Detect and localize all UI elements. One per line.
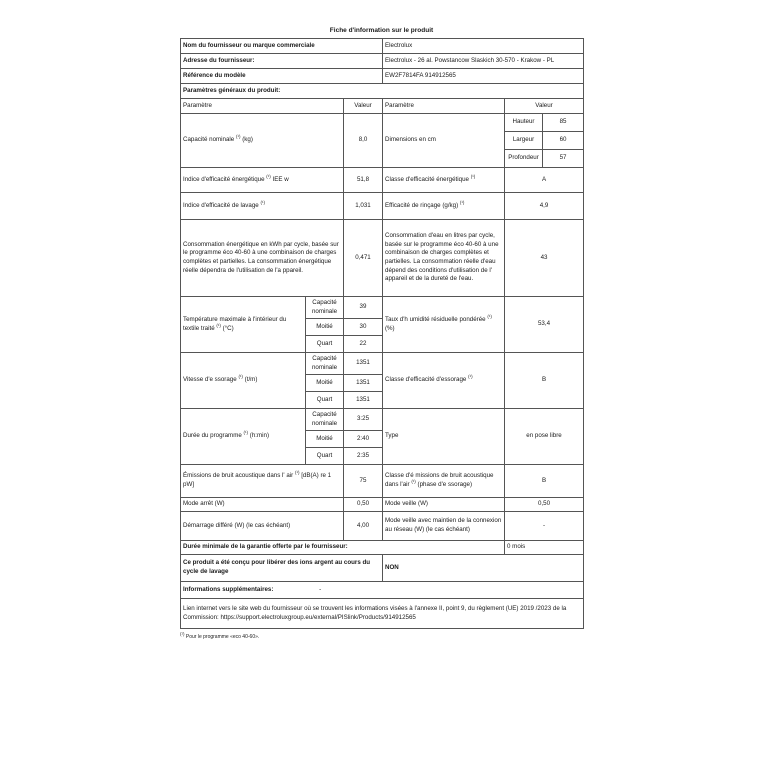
temperature-full-value: 39 bbox=[344, 297, 383, 319]
supplier-name-value: Electrolux bbox=[383, 39, 584, 54]
sheet-title: Fiche d'information sur le produit bbox=[329, 27, 434, 34]
delay-start-row bbox=[181, 512, 584, 541]
model-value: EW2F7814FA 914912565 bbox=[383, 69, 584, 84]
warranty-label: Durée minimale de la garantie offerte par le fournisseur: bbox=[181, 541, 505, 555]
capacity-row bbox=[181, 114, 584, 132]
silver-ions-row bbox=[181, 555, 584, 582]
supplier-link-text: Lien internet vers le site web du fournisseur où se trouvent les informations visées à l'annexe II, point 9, du règlement (UE) 2019 /2023 de la Commission: https://support.electroluxgroup.eu/external/PISlink/Products/914912565 bbox=[181, 599, 584, 629]
temperature-label: Température maximale à l'intérieur du textile traité $^{(^1)}$ (°C) bbox=[181, 297, 306, 353]
duration-half-label: Moitié bbox=[306, 431, 344, 448]
power-mode-row bbox=[181, 498, 584, 512]
rinse-efficiency-label: Efficacité de rinçage (g/kg) $^{(^1)}$ bbox=[383, 193, 505, 220]
duration-full-value: 3:25 bbox=[344, 409, 383, 431]
spin-full-value: 1351 bbox=[344, 353, 383, 375]
temperature-half-label: Moitié bbox=[306, 319, 344, 336]
delay-start-value: 4,00 bbox=[344, 512, 383, 541]
supplier-name-label: Nom du fournisseur ou marque commerciale bbox=[181, 39, 383, 54]
warranty-row bbox=[181, 541, 584, 555]
duration-row bbox=[181, 409, 584, 431]
delay-start-label: Démarrage différé (W) (le cas échéant) bbox=[181, 512, 344, 541]
humidity-label: Taux d'h umidité résiduelle pondérée $^{(^1)}$ (%) bbox=[383, 297, 505, 353]
dimension-width-value: 60 bbox=[543, 132, 584, 150]
water-consumption-label: Consommation d'eau en litres par cycle, basée sur le programme éco 40-60 à une combinaison de charges complètes et partielles. La consommation réelle d'eau dépend des conditions d'utilisation de l' appareil et de la dureté de l'eau. bbox=[383, 220, 505, 297]
silver-ions-value: NON bbox=[383, 555, 584, 582]
spin-row bbox=[181, 353, 584, 375]
col-header-param-right: Paramètre bbox=[383, 99, 505, 114]
supplier-address-label: Adresse du fournisseur: bbox=[181, 54, 383, 69]
temperature-full-label: Capacité nominale bbox=[306, 297, 344, 319]
consumption-row bbox=[181, 220, 584, 297]
type-value: en pose libre bbox=[505, 409, 584, 465]
spin-quarter-label: Quart bbox=[306, 392, 344, 409]
col-header-value-right: Valeur bbox=[505, 99, 584, 114]
model-row bbox=[181, 69, 584, 84]
capacity-value: 8,0 bbox=[344, 114, 383, 168]
eei-value: 51,8 bbox=[344, 168, 383, 193]
noise-row bbox=[181, 465, 584, 498]
network-standby-value: - bbox=[505, 512, 584, 541]
energy-class-label: Classe d'efficacité énergétique $^{(^1)}$ bbox=[383, 168, 505, 193]
dimensions-label: Dimensions en cm bbox=[383, 114, 505, 168]
eei-label: Indice d'efficacité énergétique $^{(^1)}$ IEE w bbox=[181, 168, 344, 193]
additional-info-value: - bbox=[319, 585, 322, 593]
rinse-efficiency-value: 4,9 bbox=[505, 193, 584, 220]
wash-efficiency-value: 1,031 bbox=[344, 193, 383, 220]
spin-class-value: B bbox=[505, 353, 584, 409]
col-header-param-left: Paramètre bbox=[181, 99, 344, 114]
wash-efficiency-row bbox=[181, 193, 584, 220]
spin-full-label: Capacité nominale bbox=[306, 353, 344, 375]
footnote-mark: (¹) bbox=[180, 631, 185, 637]
model-label: Référence du modèle bbox=[181, 69, 383, 84]
dimension-width-label: Largeur bbox=[505, 132, 543, 150]
duration-quarter-label: Quart bbox=[306, 448, 344, 465]
general-params-row bbox=[181, 84, 584, 99]
spin-half-value: 1351 bbox=[344, 375, 383, 392]
supplier-address-row bbox=[181, 54, 584, 69]
dimension-height-value: 85 bbox=[543, 114, 584, 132]
dimension-depth-label: Profondeur bbox=[505, 150, 543, 168]
duration-full-label: Capacité nominale bbox=[306, 409, 344, 431]
capacity-label: Capacité nominale $^{(^1)}$ (kg) bbox=[181, 114, 344, 168]
product-table bbox=[180, 38, 584, 629]
product-information-sheet bbox=[180, 24, 583, 640]
spin-quarter-value: 1351 bbox=[344, 392, 383, 409]
water-consumption-value: 43 bbox=[505, 220, 584, 297]
dimension-height-label: Hauteur bbox=[505, 114, 543, 132]
temperature-row bbox=[181, 297, 584, 319]
wash-efficiency-label: Indice d'efficacité de lavage $^{(^1)}$ bbox=[181, 193, 344, 220]
warranty-value: 0 mois bbox=[505, 541, 584, 555]
column-header-row bbox=[181, 99, 584, 114]
energy-consumption-value: 0,471 bbox=[344, 220, 383, 297]
network-standby-label: Mode veille avec maintien de la connexion au réseau (W) (le cas échéant) bbox=[383, 512, 505, 541]
off-mode-label: Mode arrêt (W) bbox=[181, 498, 344, 512]
noise-label: Émissions de bruit acoustique dans l' air $^{(^1)}$ [dB(A) re 1 pW] bbox=[181, 465, 344, 498]
silver-ions-label: Ce produit a été conçu pour libérer des ions argent au cours du cycle de lavage bbox=[181, 555, 383, 582]
type-label: Type bbox=[383, 409, 505, 465]
noise-class-value: B bbox=[505, 465, 584, 498]
dimension-depth-value: 57 bbox=[543, 150, 584, 168]
standby-label: Mode veille (W) bbox=[383, 498, 505, 512]
supplier-name-row bbox=[181, 39, 584, 54]
spin-label: Vitesse d'e ssorage $^{(^1)}$ (t/m) bbox=[181, 353, 306, 409]
supplier-address-value: Electrolux - 26 al. Powstancow Slaskich 30-570 - Krakow - PL bbox=[383, 54, 584, 69]
temperature-quarter-value: 22 bbox=[344, 336, 383, 353]
noise-class-label: Classe d'é missions de bruit acoustique dans l'air $^{(^1)}$ (phase d'e ssorage) bbox=[383, 465, 505, 498]
standby-value: 0,50 bbox=[505, 498, 584, 512]
temperature-half-value: 30 bbox=[344, 319, 383, 336]
off-mode-value: 0,50 bbox=[344, 498, 383, 512]
duration-half-value: 2:40 bbox=[344, 431, 383, 448]
eei-row bbox=[181, 168, 584, 193]
spin-half-label: Moitié bbox=[306, 375, 344, 392]
humidity-value: 53,4 bbox=[505, 297, 584, 353]
energy-consumption-label: Consommation énergétique en kWh par cycle, basée sur le programme éco 40-60 à une combinaison de charges complètes et partielles. La consommation énergétique réelle dépendra de l'utilisation de l'a ppareil. bbox=[181, 220, 344, 297]
noise-value: 75 bbox=[344, 465, 383, 498]
additional-info-cell bbox=[181, 582, 584, 599]
energy-class-value: A bbox=[505, 168, 584, 193]
temperature-quarter-label: Quart bbox=[306, 336, 344, 353]
additional-info-label: Informations supplémentaires: bbox=[183, 585, 274, 593]
link-row bbox=[181, 599, 584, 629]
spin-class-label: Classe d'efficacité d'essorage $^{(^1)}$ bbox=[383, 353, 505, 409]
col-header-value-left: Valeur bbox=[344, 99, 383, 114]
footnote-text: Pour le programme «eco 40-60». bbox=[185, 634, 260, 640]
duration-label: Durée du programme $^{(^1)}$ (h:min) bbox=[181, 409, 306, 465]
additional-info-row bbox=[181, 582, 584, 599]
footnote bbox=[180, 631, 583, 640]
general-params-header: Paramètres généraux du produit: bbox=[181, 84, 584, 99]
duration-quarter-value: 2:35 bbox=[344, 448, 383, 465]
